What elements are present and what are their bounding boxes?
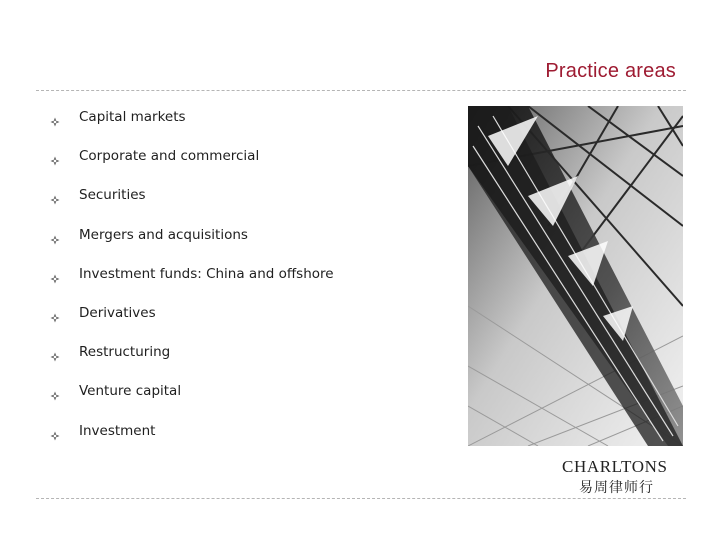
list-item — [50, 223, 450, 262]
list-item — [50, 419, 450, 458]
ornament-bullet-icon — [50, 151, 60, 161]
list-item — [50, 379, 450, 418]
logo-chinese-name: 易周律师行 — [579, 480, 654, 496]
logo-wordmark: CHARLTONS — [562, 457, 668, 476]
ornament-bullet-icon — [50, 426, 60, 436]
list-item-label: Mergers and acquisitions — [79, 226, 248, 243]
charltons-logo — [555, 453, 683, 497]
ornament-bullet-icon — [50, 347, 60, 357]
list-item-label: Securities — [79, 187, 146, 204]
list-item-label: Restructuring — [79, 344, 171, 361]
ornament-bullet-icon — [50, 230, 60, 240]
ornament-bullet-icon — [50, 308, 60, 318]
list-item — [50, 262, 450, 301]
ornament-bullet-icon — [50, 112, 60, 122]
top-divider — [36, 90, 686, 91]
architecture-photo — [468, 106, 683, 446]
ornament-bullet-icon — [50, 386, 60, 396]
list-item-label: Venture capital — [79, 383, 182, 400]
list-item — [50, 340, 450, 379]
bottom-divider — [36, 498, 686, 499]
list-item — [50, 105, 450, 144]
page-title: Practice areas — [545, 60, 676, 82]
practice-areas-list — [50, 105, 450, 458]
list-item-label: Investment funds: China and offshore — [79, 265, 334, 282]
list-item — [50, 301, 450, 340]
list-item-label: Corporate and commercial — [79, 148, 260, 165]
list-item — [50, 183, 450, 222]
ornament-bullet-icon — [50, 190, 60, 200]
ornament-bullet-icon — [50, 269, 60, 279]
list-item-label: Capital markets — [79, 109, 186, 125]
list-item — [50, 144, 450, 183]
list-item-label: Investment — [79, 422, 156, 439]
list-item-label: Derivatives — [79, 304, 156, 321]
